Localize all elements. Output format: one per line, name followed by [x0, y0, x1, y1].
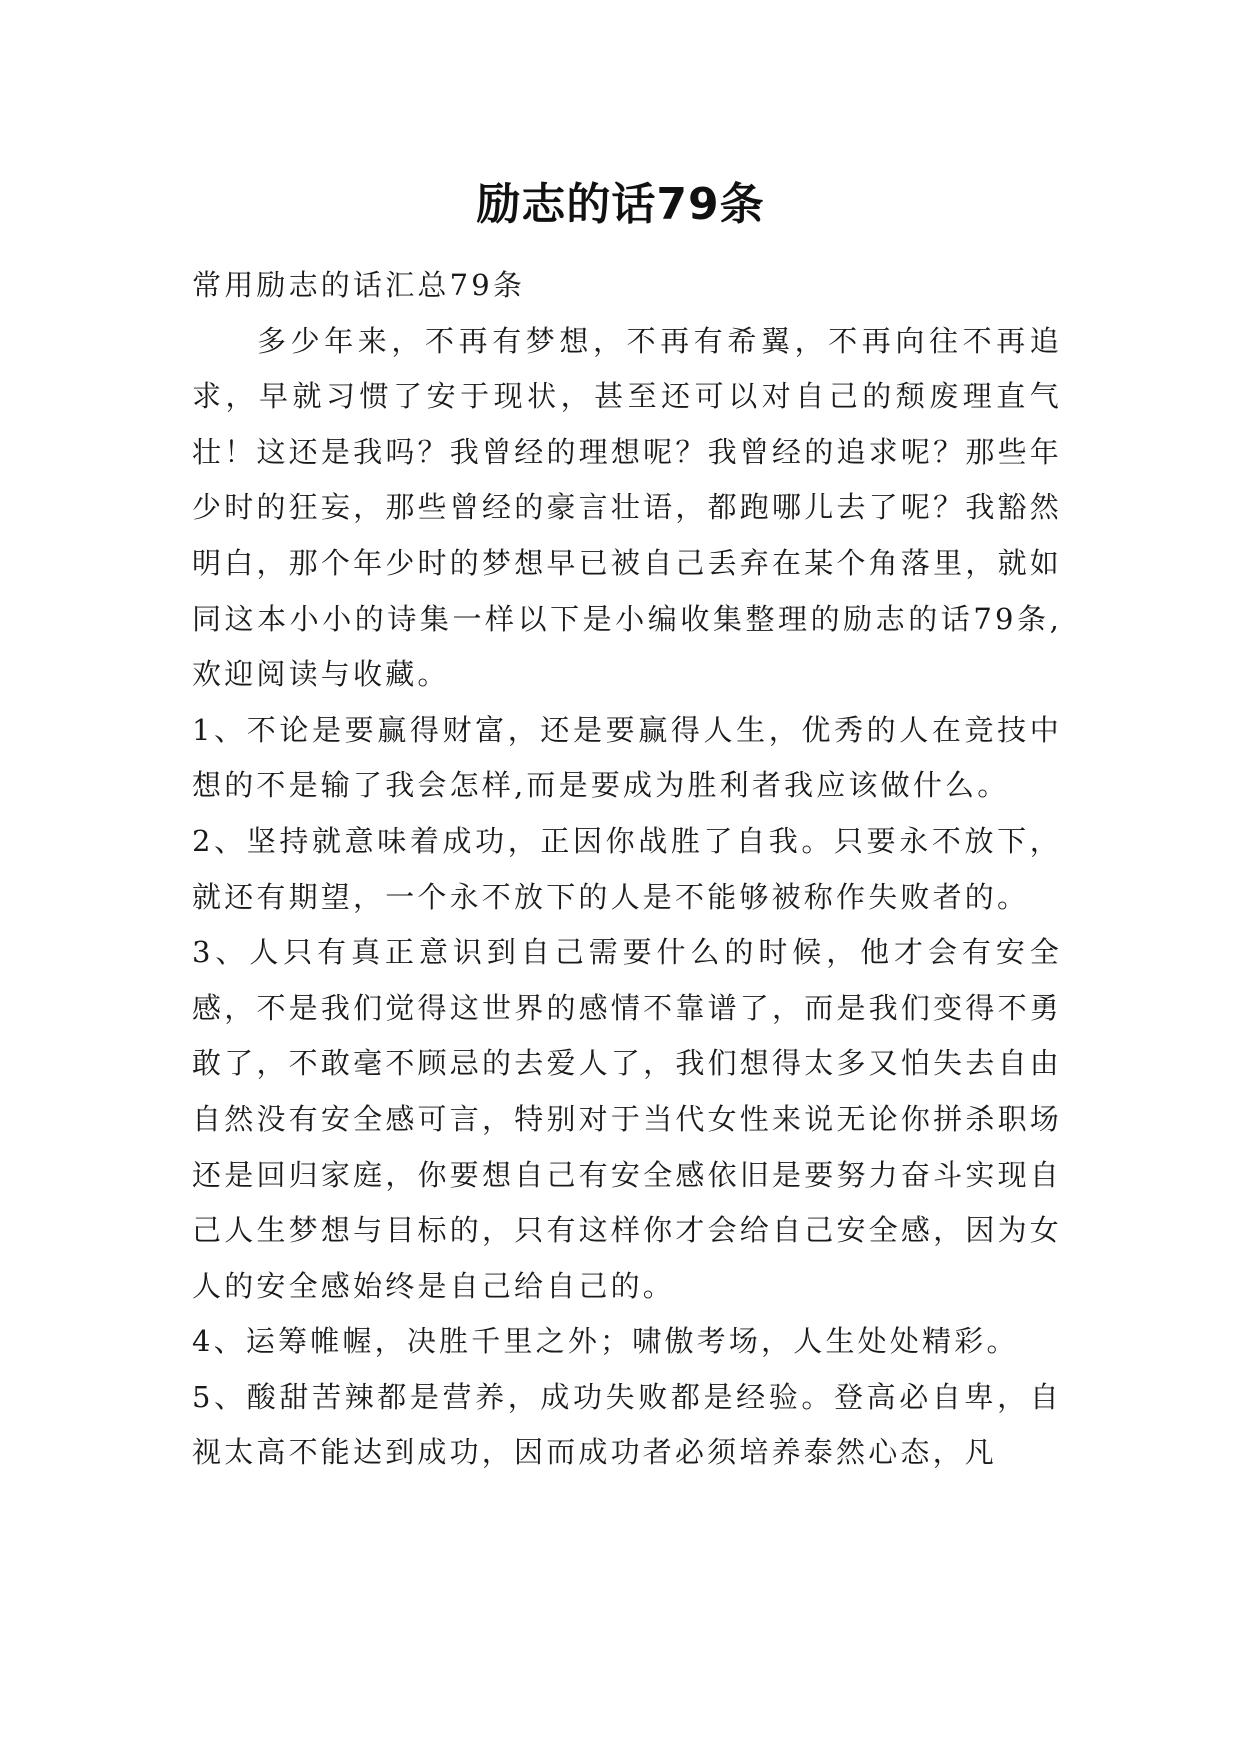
quote-paragraph-1: 1、不论是要赢得财富，还是要赢得人生，优秀的人在竞技中想的不是输了我会怎样,而是要成为胜利者我应该做什么。: [192, 712, 1062, 803]
quote-paragraph-3: 3、人只有真正意识到自己需要什么的时候，他才会有安全感，不是我们觉得这世界的感情不靠谱了，而是我们变得不勇敢了，不敢毫不顾忌的去爱人了，我们想得太多又怕失去自由自然没有安全感可言，特别对于当代女性来说无论你拼杀职场还是回归家庭，你要想自己有安全感依旧是要努力奋斗实现自己人生梦想与目标的，只有这样你才会给自己安全感，因为女人的安全感始终是自己给自己的。: [192, 935, 1062, 1303]
subtitle-paragraph: 常用励志的话汇总79条: [192, 268, 526, 302]
document-body: [192, 258, 1062, 1481]
document-title: 励志的话79条: [476, 179, 765, 231]
quote-paragraph-5: 5、酸甜苦辣都是营养，成功失败都是经验。登高必自卑，自视太高不能达到成功，因而成功者必须培养泰然心态，凡: [192, 1379, 1062, 1470]
quote-paragraph-4: 4、运筹帷幄，决胜千里之外；啸傲考场，人生处处精彩。: [192, 1324, 1019, 1359]
intro-paragraph: 多少年来，不再有梦想，不再有希翼，不再向往不再追求，早就习惯了安于现状，甚至还可以对自己的颓废理直气壮！这还是我吗？我曾经的理想呢？我曾经的追求呢？那些年少时的狂妄，那些曾经的豪言壮语，都跑哪儿去了呢？我豁然明白，那个年少时的梦想早已被自己丢弃在某个角落里，就如同这本小小的诗集一样以下是小编收集整理的励志的话79条,欢迎阅读与收藏。: [192, 323, 1062, 692]
quote-paragraph-2: 2、坚持就意味着成功，正因你战胜了自我。只要永不放下，就还有期望，一个永不放下的人是不能够被称作失败者的。: [192, 823, 1062, 914]
